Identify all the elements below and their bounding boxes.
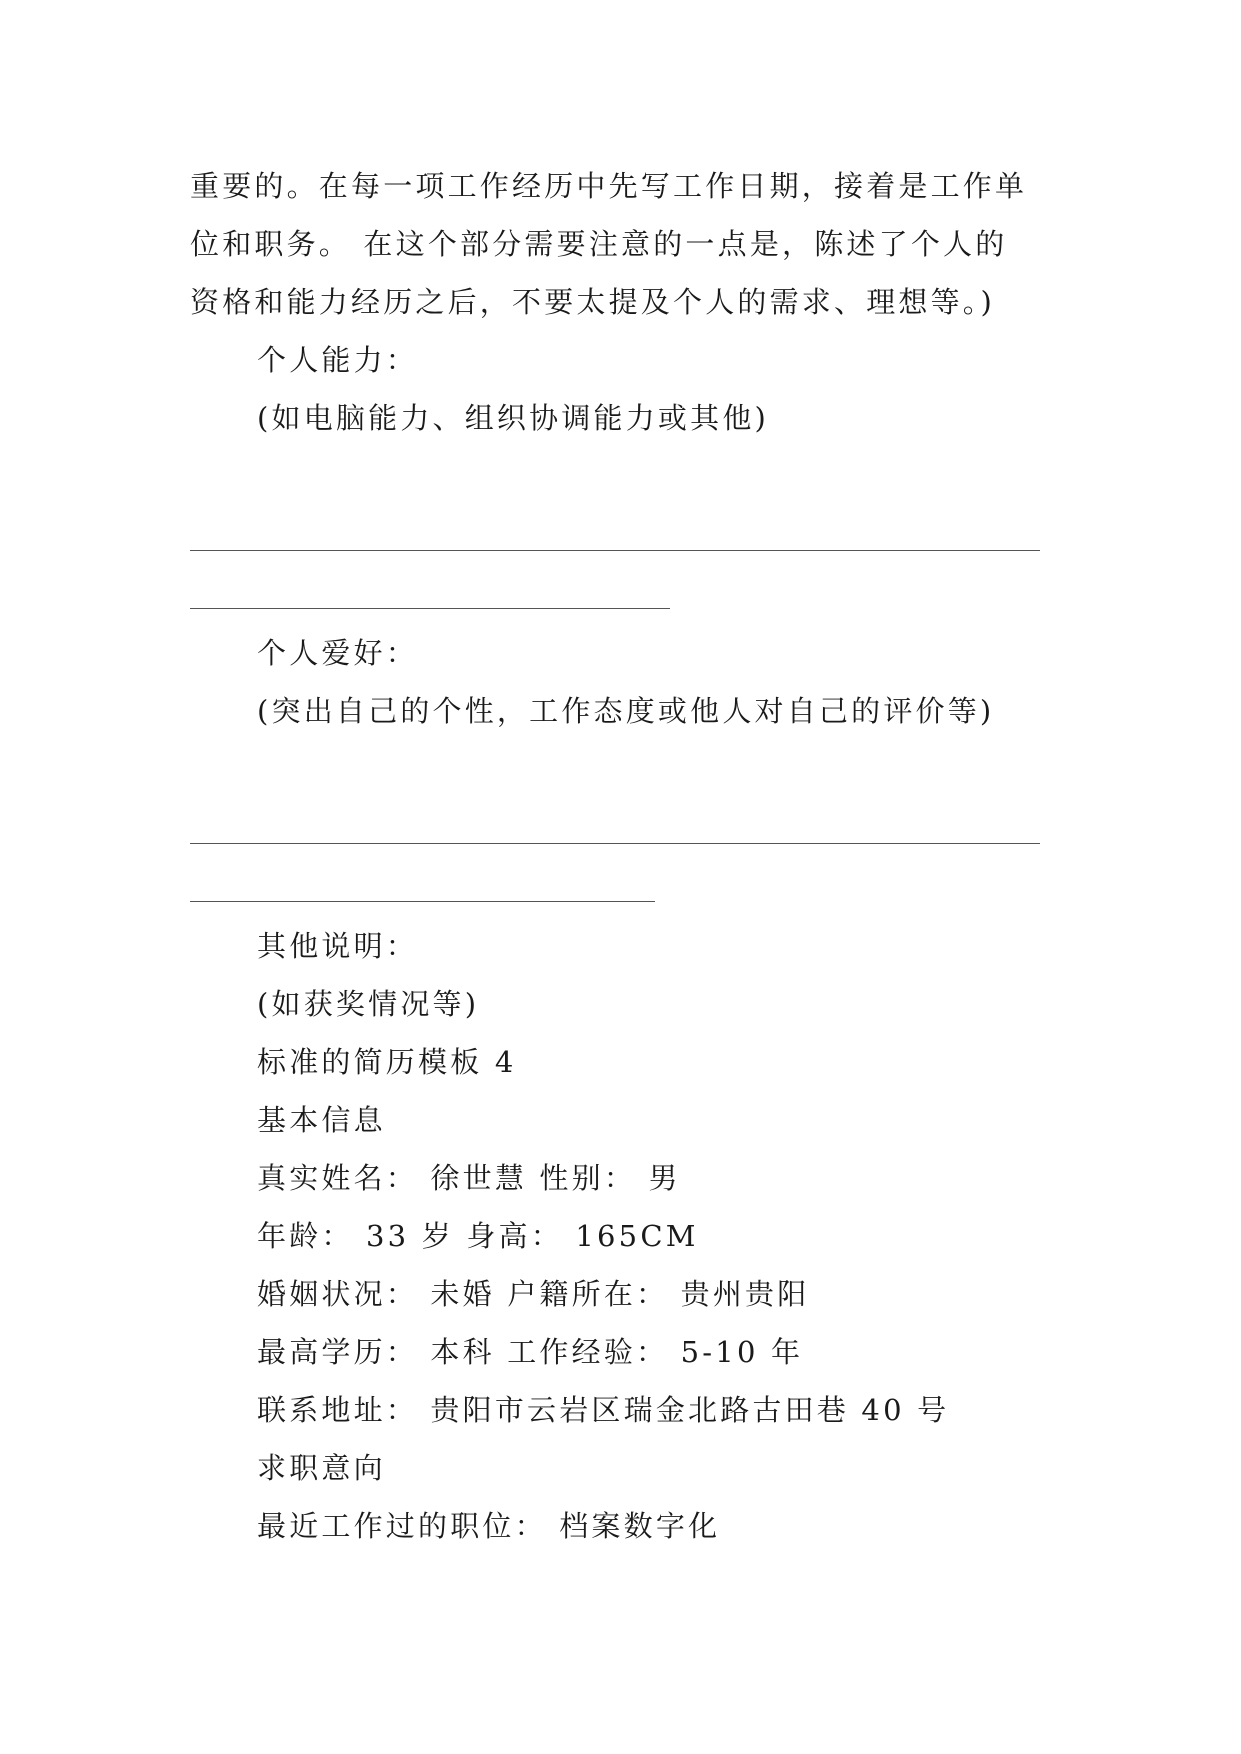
address-row: 联系地址： 贵阳市云岩区瑞金北路古田巷 40 号 bbox=[257, 1393, 950, 1427]
job-intention-heading: 求职意向 bbox=[257, 1451, 386, 1485]
intro-paragraph-line-3: 资格和能力经历之后，不要太提及个人的需求、理想等。) bbox=[190, 285, 996, 319]
recent-position-row: 最近工作过的职位： 档案数字化 bbox=[257, 1509, 721, 1543]
ability-heading: 个人能力： bbox=[257, 343, 419, 377]
age-height-row: 年龄： 33 岁 身高： 165CM bbox=[257, 1219, 699, 1253]
hobby-answer-line-1 bbox=[190, 843, 1040, 844]
hobby-answer-line-2 bbox=[190, 901, 655, 902]
hobby-heading: 个人爱好： bbox=[257, 636, 419, 670]
marriage-residence-row: 婚姻状况： 未婚 户籍所在： 贵州贵阳 bbox=[257, 1277, 810, 1311]
other-hint: (如获奖情况等) bbox=[257, 987, 480, 1021]
education-experience-row: 最高学历： 本科 工作经验： 5-10 年 bbox=[257, 1335, 804, 1369]
intro-paragraph-line-2: 位和职务。 在这个部分需要注意的一点是，陈述了个人的 bbox=[190, 227, 1008, 261]
ability-hint: (如电脑能力、组织协调能力或其他) bbox=[257, 401, 770, 435]
intro-paragraph-line-1: 重要的。在每一项工作经历中先写工作日期，接着是工作单 bbox=[190, 169, 1028, 203]
basic-info-heading: 基本信息 bbox=[257, 1103, 386, 1137]
ability-answer-line-1 bbox=[190, 550, 1040, 551]
hobby-hint: (突出自己的个性，工作态度或他人对自己的评价等) bbox=[257, 694, 995, 728]
other-heading: 其他说明： bbox=[257, 929, 419, 963]
template-title: 标准的简历模板 4 bbox=[257, 1045, 517, 1079]
ability-answer-line-2 bbox=[190, 608, 670, 609]
name-gender-row: 真实姓名： 徐世慧 性别： 男 bbox=[257, 1161, 681, 1195]
